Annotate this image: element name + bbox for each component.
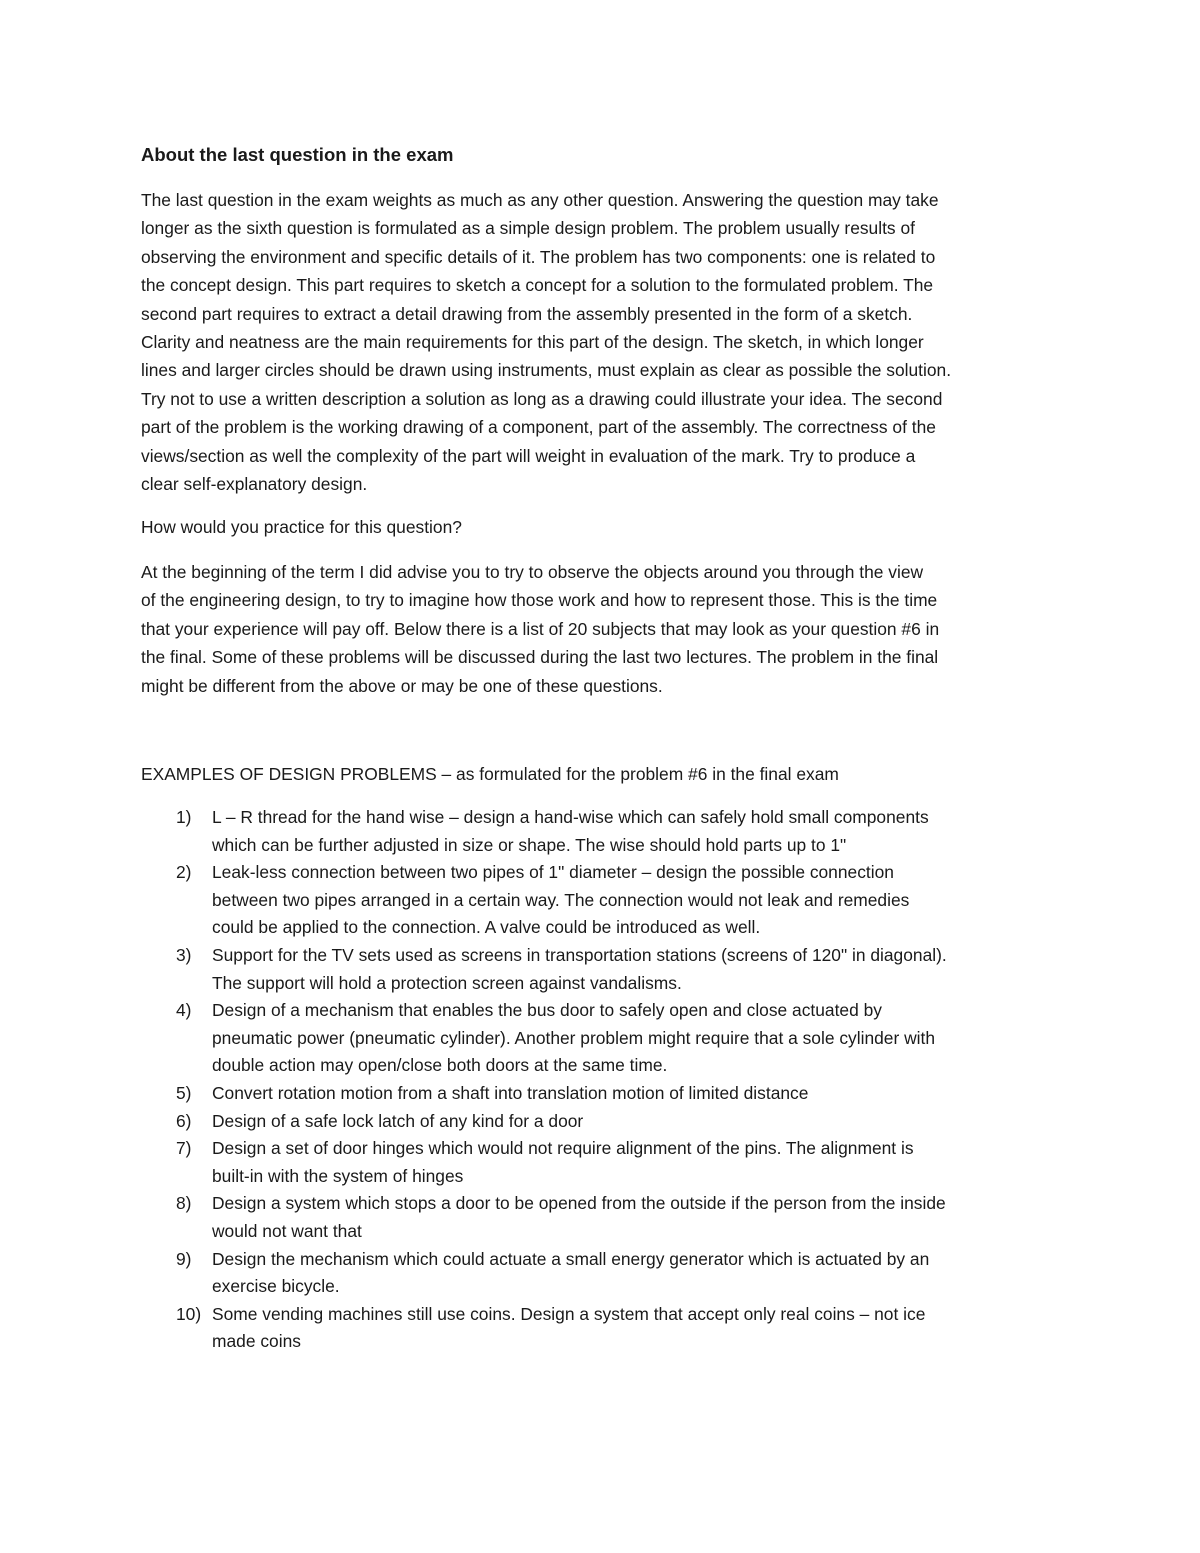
intro-line: part of the problem is the working drawing of a component, part of the assembly. The correctness of the: [141, 417, 936, 438]
example-number: 10): [176, 1303, 202, 1324]
example-item: [141, 804, 1061, 859]
example-line: Leak-less connection between two pipes of 1" diameter – design the possible connection: [212, 862, 894, 883]
example-item: [141, 942, 1061, 997]
example-line: double action may open/close both doors at the same time.: [212, 1055, 668, 1076]
example-item: [141, 1190, 1061, 1245]
example-item: [141, 1301, 1061, 1356]
example-number: 9): [176, 1248, 192, 1269]
example-line: Design of a safe lock latch of any kind for a door: [212, 1110, 584, 1131]
example-number: 8): [176, 1193, 192, 1214]
intro-line: lines and larger circles should be drawn using instruments, must explain as clear as possible the solution.: [141, 360, 952, 381]
advice-line: At the beginning of the term I did advise you to try to observe the objects around you through the view: [141, 562, 924, 582]
example-line: between two pipes arranged in a certain way. The connection would not leak and remedies: [212, 889, 910, 910]
example-item: [141, 859, 1061, 942]
example-number: 3): [176, 944, 192, 965]
example-number: 1): [176, 807, 192, 827]
document-title: About the last question in the exam: [141, 144, 454, 165]
example-line: exercise bicycle.: [212, 1276, 340, 1297]
advice-paragraph: [141, 558, 1061, 700]
example-line: made coins: [212, 1331, 301, 1352]
advice-line: might be different from the above or may be one of these questions.: [141, 675, 663, 696]
example-number: 5): [176, 1082, 192, 1103]
practice-question: [141, 513, 1061, 541]
intro-paragraph: [141, 186, 1061, 498]
advice-line: the final. Some of these problems will be discussed during the last two lectures. The problem in the final: [141, 647, 939, 668]
intro-line: Try not to use a written description a solution as long as a drawing could illustrate your idea. The second: [141, 388, 943, 409]
example-line: The support will hold a protection screen against vandalisms.: [212, 972, 682, 993]
example-line: Convert rotation motion from a shaft into translation motion of limited distance: [212, 1082, 809, 1103]
advice-line: that your experience will pay off. Below there is a list of 20 subjects that may look as your question #6 in: [141, 618, 940, 639]
example-line: Design of a mechanism that enables the bus door to safely open and close actuated by: [212, 1000, 882, 1021]
advice-line: of the engineering design, to try to imagine how those work and how to represent those. This is the time: [141, 590, 938, 611]
example-line: Design a system which stops a door to be opened from the outside if the person from the inside: [212, 1193, 946, 1214]
intro-line: second part requires to extract a detail drawing from the assembly presented in the form of a sketch.: [141, 303, 913, 324]
example-line: pneumatic power (pneumatic cylinder). Another problem might require that a sole cylinder with: [212, 1027, 936, 1048]
example-number: 4): [176, 1000, 192, 1021]
intro-line: longer as the sixth question is formulated as a simple design problem. The problem usually results of: [141, 218, 915, 239]
examples-heading: EXAMPLES OF DESIGN PROBLEMS – as formulated for the problem #6 in the final exam: [141, 764, 839, 784]
example-line: Design a set of door hinges which would not require alignment of the pins. The alignment is: [212, 1138, 914, 1159]
example-item: [141, 1108, 1061, 1136]
example-line: built-in with the system of hinges: [212, 1165, 464, 1186]
intro-line: Clarity and neatness are the main requirements for this part of the design. The sketch, in which longer: [141, 332, 924, 353]
example-line: which can be further adjusted in size or shape. The wise should hold parts up to 1": [212, 834, 847, 855]
intro-line: observing the environment and specific details of it. The problem has two components: one is related to: [141, 246, 936, 267]
example-number: 6): [176, 1110, 192, 1131]
example-number: 2): [176, 862, 192, 883]
example-line: L – R thread for the hand wise – design a hand-wise which can safely hold small components: [212, 807, 929, 827]
example-line: Design the mechanism which could actuate a small energy generator which is actuated by an: [212, 1248, 930, 1269]
example-line: Some vending machines still use coins. Design a system that accept only real coins – not ice: [212, 1303, 926, 1324]
example-item: [141, 1080, 1061, 1108]
example-item: [141, 1135, 1061, 1190]
intro-line: the concept design. This part requires to sketch a concept for a solution to the formulated problem. The: [141, 275, 934, 296]
example-number: 7): [176, 1138, 192, 1159]
intro-line: views/section as well the complexity of the part will weight in evaluation of the mark. Try to produce a: [141, 445, 916, 466]
example-line: could be applied to the connection. A valve could be introduced as well.: [212, 917, 761, 938]
intro-line: The last question in the exam weights as much as any other question. Answering the question may take: [141, 190, 939, 210]
practice-question-text: How would you practice for this question?: [141, 517, 462, 537]
examples-list: [141, 804, 1061, 1356]
example-line: would not want that: [212, 1220, 362, 1241]
example-line: Support for the TV sets used as screens in transportation stations (screens of 120" in diagonal).: [212, 944, 947, 965]
example-item: [141, 997, 1061, 1080]
intro-line: clear self-explanatory design.: [141, 474, 368, 495]
example-item: [141, 1246, 1061, 1301]
